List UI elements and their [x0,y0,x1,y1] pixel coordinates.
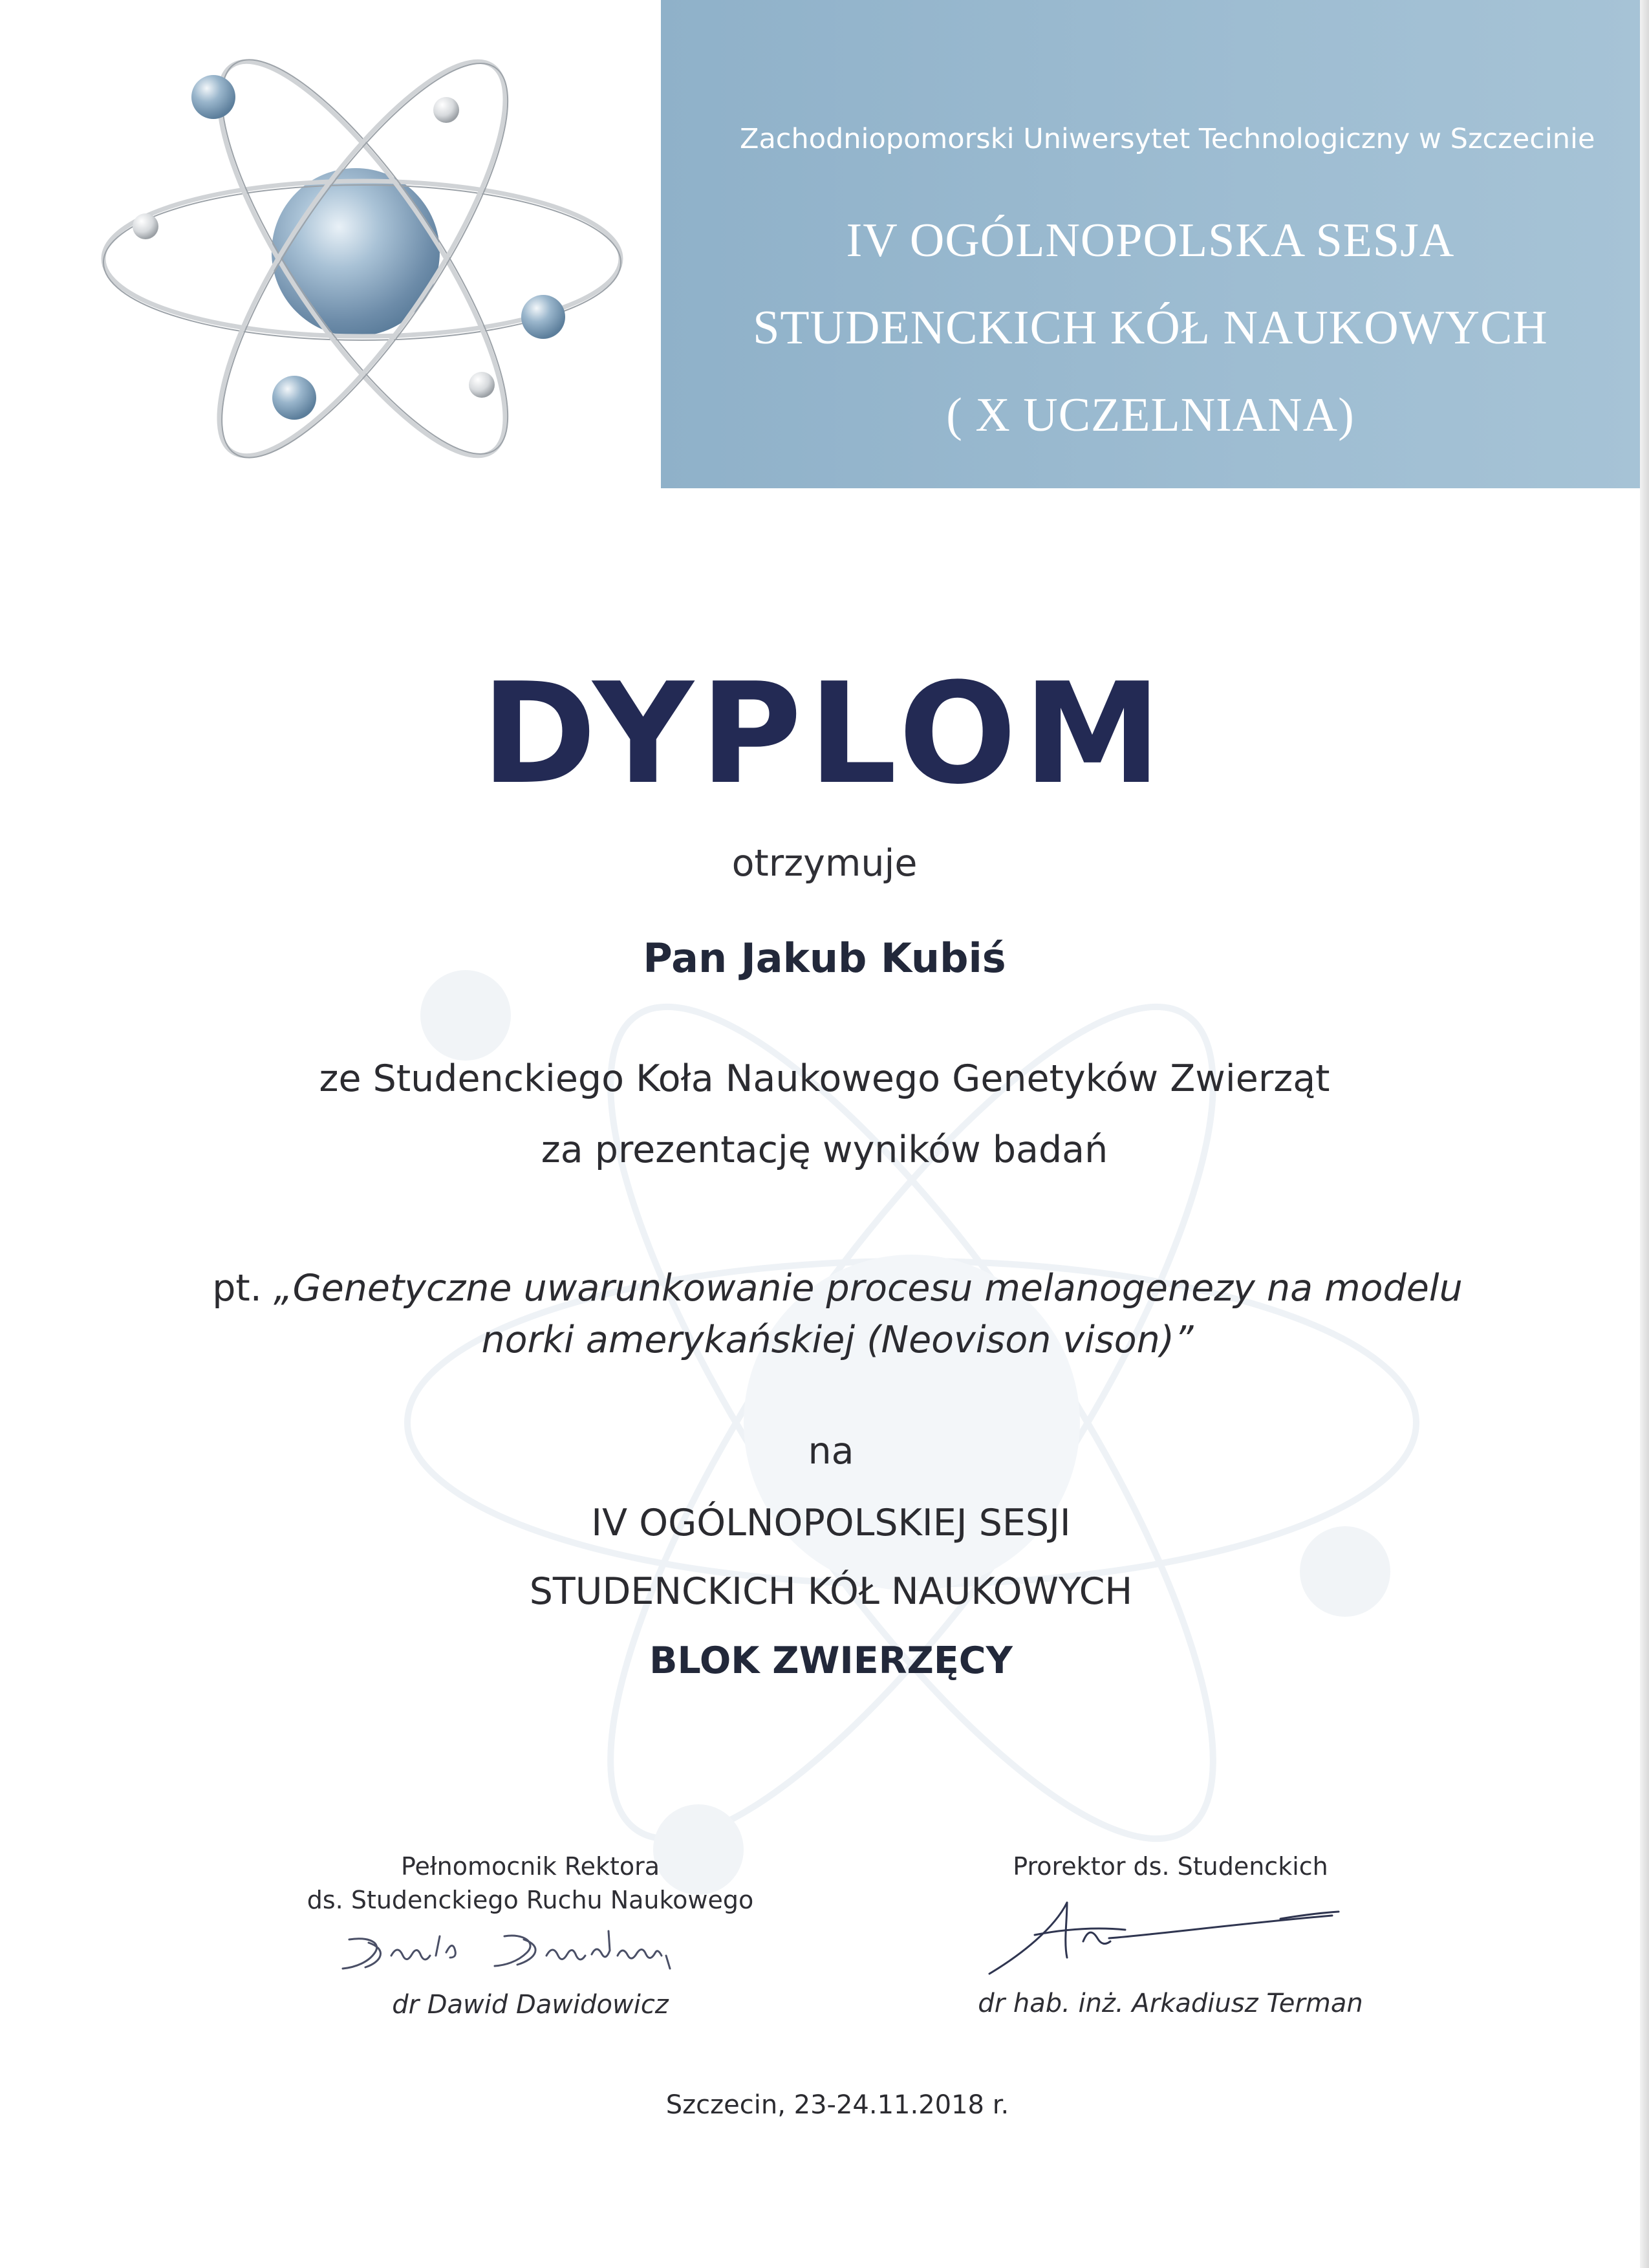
title-prefix: pt. [212,1267,262,1310]
block-label: BLOK ZWIERZĘCY [649,1639,1013,1682]
scan-edge [1640,0,1649,2268]
electron-ball [191,75,235,119]
electron-ball-small [469,372,495,398]
handwritten-signature-right [970,1883,1371,1987]
diploma-title: DYPLOM [480,653,1169,815]
handwritten-signature-left [330,1917,731,1988]
atom-illustration [78,39,647,491]
event-title-line: STUDENCKICH KÓŁ NAUKOWYCH [753,301,1548,354]
university-name: Zachodniopomorski Uniwersytet Technologiczny w Szczecinie [740,123,1595,155]
club-line: ze Studenckiego Koła Naukowego Genetyków Zwierząt [319,1057,1330,1100]
event-title-line: ( X UCZELNIANA) [946,389,1355,442]
on-label: na [808,1430,854,1473]
signer-role: ds. Studenckiego Ruchu Naukowego [307,1886,754,1914]
presentation-title-line2: norki amerykańskiej (Neovison vison)” [481,1319,1194,1361]
signature-right [905,1850,1436,2020]
receives-label: otrzymuje [731,842,918,885]
presentation-title-text: „Genetyczne uwarunkowanie procesu melanogenezy na modelu [274,1267,1463,1310]
signature-left [265,1850,795,2022]
session-line: STUDENCKICH KÓŁ NAUKOWYCH [529,1570,1133,1613]
electron-ball [272,376,316,420]
signer-name: dr Dawid Dawidowicz [392,1990,669,2020]
electron-ball-small [133,213,158,239]
session-line: IV OGÓLNOPOLSKIEJ SESJI [591,1502,1071,1544]
event-title [661,197,1640,459]
place-date: Szczecin, 23-24.11.2018 r. [665,2090,1009,2120]
signer-role: Prorektor ds. Studenckich [1013,1852,1328,1881]
signer-name: dr hab. inż. Arkadiusz Terman [978,1989,1363,2018]
recipient-name: Pan Jakub Kubiś [643,934,1006,982]
event-title-line: IV OGÓLNOPOLSKA SESJA [846,214,1455,267]
presentation-title-line1 [0,1266,1649,1311]
electron-ball [521,295,565,339]
university-header [731,107,1595,171]
presentation-line: za prezentację wyników badań [541,1129,1108,1171]
electron-ball-small [433,97,459,123]
signer-role: Pełnomocnik Rektora [400,1852,660,1881]
atom-watermark [362,892,1461,1960]
